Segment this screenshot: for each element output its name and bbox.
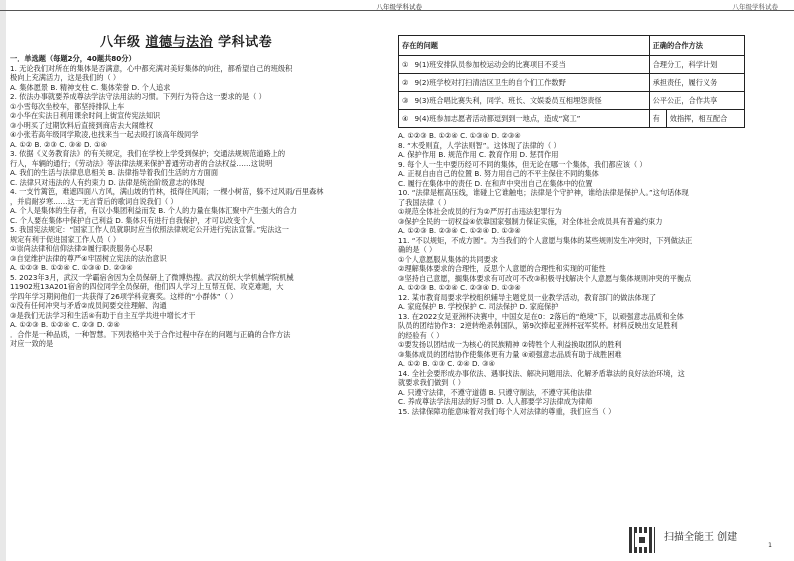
question-line: 11. “不以规矩，不成方圆”。为当我们的个人意愿与集体的某些规则发生冲突时，下列做法正 [398, 235, 693, 245]
question-line: ①规范全体社会成员的行为②严厉打击违法犯罪行为 [398, 207, 562, 216]
question-line: 13. 在2022女足亚洲杯决赛中，中国女足在0：2落后的“绝境”下，以顽强意志品质和全体 [398, 311, 684, 321]
row-problem-cell [399, 56, 650, 74]
question-line: A. 我们的生活与法律息息相关 B. 法律指导着我们生活的方方面面 [10, 168, 219, 177]
row-problem: 9(3)班合唱比赛失利，同学、班长、文娱委员互相埋怨责怪 [414, 95, 602, 105]
row-method: 合理分工，科学计划 [652, 59, 718, 69]
page-number: 1 [768, 542, 772, 549]
question-line: 学四年学习期间他们一共获得了26项学科竞赛奖。这样的“小群体”（ ） [10, 291, 238, 301]
title-subject: 道德与法治 [145, 35, 214, 50]
question-line: A. ①②③ B. ①②④ C. ①③④ D. ②③④ [398, 131, 521, 140]
question-line: A. 集体愿景 B. 精神支柱 C. 集体荣誉 D. 个人追求 [10, 82, 171, 92]
question-line: 8. “木受则直，人学法则智”。这体现了法律的（ ） [398, 140, 561, 150]
question-line: 的经验有（ ） [398, 330, 444, 340]
table-header-row [399, 36, 745, 56]
question-line: 极向上充满活力，这是我们的（ ） [10, 73, 121, 82]
question-line: A. ①②③ B. ①②④ C. ①③④ D. ②③④ [10, 263, 133, 272]
row-problem: 9(2)班学校对打扫清洁区卫生的自个们工作数野 [414, 77, 566, 87]
table-header-problem: 存在的问题 [399, 36, 650, 56]
question-line: 11902班13A201宿舍的四位同学全员保研，他们四人学习上互帮互促、攻克难题，大 [10, 282, 284, 291]
question-line: 14. 全社会要形成办事依法、遇事找法、解决问题用法、化解矛盾靠法的良好法治环境，这 [398, 368, 685, 378]
question-line: 12. 某市教育局要求学校组织辅导主题党员一业教学活动，教育部门的做法体现了 [398, 292, 657, 302]
question-line: C. 履行在集体中的责任 D. 在和声中突出自己在集体中的位置 [398, 178, 593, 188]
table-header-method: 正确的合作方法 [649, 36, 744, 56]
row-method-cell [649, 74, 744, 92]
table-row [399, 74, 745, 92]
row-problem-cell [399, 92, 650, 110]
question-line: C. 养成尊法学法用法的好习惯 D. 人人都要学习法律成为律师 [398, 397, 593, 406]
row-problem-cell [399, 74, 650, 92]
question-line: A. ①②③ B. ①②④ C. ②③ D. ②④ [10, 320, 120, 329]
row-method: 有 [652, 113, 660, 123]
question-line: ③自觉维护法律的尊严④牢固树立宪法的法治意识 [10, 253, 167, 263]
question-line: 1. 无论我们对所在的集体是否满意，心中都充满对美好集体的向往，都希望自己的班级积 [10, 63, 293, 73]
question-line: ③保护全民的一切权益④依靠国家强制力保证实施，对全体社会成员具有普遍约束力 [398, 216, 663, 226]
question-line: A. 保护作用 B. 规范作用 C. 教育作用 D. 惩罚作用 [398, 150, 559, 159]
question-line: A. ①②③ B. ②③④ C. ①②④ D. ①③④ [398, 226, 521, 235]
question-line: ③集体成员的团结协作使集体更有力量 ④顽强意志品质有助于战胜困难 [398, 349, 622, 359]
question-line: ③小明买了过期饮料后直接到商店去大闹维权 [10, 120, 154, 130]
question-line: 了我国法律（ ） [398, 197, 451, 207]
question-line: ②理解集体要求的合理性，反思个人意愿的合理性和实现的可能性 [398, 264, 606, 273]
question-line: 5. 2023年3月，武汉一学霸宿舍因为全员保研上了微博热搜。武汉纺织大学机械学院机械 [10, 272, 294, 282]
question-line: 行人，车辆的通行；《劳动法》等法律法规来保护普通劳动者的合法权益……这说明 [10, 158, 273, 168]
question-line: 规定有利于促进国家工作人员（ ） [10, 234, 121, 244]
row-method-cell [649, 92, 744, 110]
question-line: C. 个人要在集体中保护自己利益 D. 集体只有进行自我保护，才可以改变个人 [10, 215, 255, 225]
question-line: ①个人意愿服从集体的共同要求 [398, 254, 498, 264]
right-question-list [398, 131, 778, 416]
question-line: 4. 一支竹篱笆，难遮四面八方风，满山坡的竹林，抵得住风雨；一棵小树苗，躲不过风雨/百里森林 [10, 187, 324, 196]
question-line: 9. 每个人一生中要历经可不同的集体，但无论在哪一个集体，我们都应该（ ） [398, 159, 647, 169]
question-line: A. ①② B. ①③ C. ②④ D. ③④ [398, 359, 495, 368]
question-line: ．合作是一种品质，一种智慧。下列表格中关于合作过程中存在的问题与正确的合作方法 [10, 329, 291, 339]
question-line: A. ①②③ B. ①②④ C. ②③④ D. ①③④ [398, 283, 521, 292]
row-problem-cell [399, 110, 650, 128]
page-title [100, 35, 272, 51]
question-line: 2. 依法办事就要养成尊法学法守法用法的习惯。下列行为符合这一要求的是（ ） [10, 92, 266, 101]
question-line: A. 只遵守法律，不遵守道德 B. 只遵守制法，不遵守其他法律 [398, 387, 592, 397]
question-line: 3. 依据《义务教育法》的有关规定，我们在学校上学受到保护；交通法规规范道路上的 [10, 149, 286, 158]
question-line: ，并肩耐岁寒……这一无言背后的歌词自说我们（ ） [10, 196, 178, 206]
row-method: 承担责任，履行义务 [652, 77, 718, 87]
left-column [10, 54, 385, 349]
title-prefix: 八年级 [100, 35, 141, 50]
table-row [399, 92, 745, 110]
question-line: 队员的团结协作3：2逆转绝杀韩国队，第9次捧起亚洲杯冠军奖杯。材料反映出女足胜利 [398, 321, 678, 330]
title-suffix: 学科试卷 [218, 35, 273, 50]
question-line: ①要发扬以团结成一为核心的民族精神 ②铸牲个人利益换取团队的胜利 [398, 340, 622, 349]
question-line: ①小雪每次坐校车，都坚持排队上车 [10, 101, 125, 111]
row-problem: 9(1)班安排队员参加校运动会的比赛项目不妥当 [414, 59, 566, 69]
row-number: ② [402, 77, 409, 87]
running-head: 八年级学科试卷 [376, 3, 422, 11]
scan-edge [0, 0, 6, 561]
table-row [399, 110, 745, 128]
running-head-right: 八年级学科试卷 [732, 3, 778, 11]
question-line: 一．单选题（每题2分，40题共80分） [10, 54, 136, 63]
question-line: 就要求我们做到（ ） [398, 378, 465, 387]
right-column [398, 35, 778, 416]
row-method-extra-cell [666, 110, 744, 128]
question-line: 10. “法律是框高压线，谁碰上它谁触电；法律是个守护神，谁给法律是保护人。”这句话体现 [398, 188, 689, 197]
row-problem: 9(4)班参加志愿者活动都逗到到一地点，造成“窝工” [414, 113, 581, 123]
question-line: ①崇尚法律和信仰法律②履行职责服务心尽职 [10, 244, 153, 253]
left-question-list [10, 54, 385, 349]
question-line: A. 家庭保护 B. 学校保护 C. 司法保护 D. 家庭保护 [398, 302, 559, 311]
scanner-watermark: 扫描全能王 创建 [664, 532, 738, 543]
row-method-extra: 效指挥，相互配合 [669, 113, 728, 123]
row-method-cell [649, 56, 744, 74]
question-line: A. ①② B. ②③ C. ③④ D. ①④ [10, 139, 107, 149]
question-line: ③坚持自己意愿，搁集体要求有可改可不改③积极寻找解决个人意愿与集体规则冲突的平衡点 [398, 273, 692, 283]
question-line: C. 法律只对违法的人有约束力 D. 法律是统治阶级意志的体现 [10, 177, 205, 187]
question-line: A. 个人是集体的生存者，有以小集团利益而发 B. 个人的力量在集体汇聚中产生强大的合力 [10, 206, 298, 215]
question-line: 确的是（ ） [398, 245, 437, 254]
row-number: ③ [402, 95, 409, 105]
row-number: ④ [402, 113, 409, 123]
question-line: ②小华在实法日利用课余时间上街宣传宪法知识 [10, 111, 161, 120]
question-line: A. 正视自由自己的位置 B. 努力用自己的不平主保住不同的集体 [398, 169, 599, 178]
question-line: ①没有任何冲突与矛盾②成员间要交往理解、沟通 [10, 301, 167, 310]
cooperation-table [398, 35, 745, 128]
row-method-cell [649, 110, 666, 128]
row-method: 公平公正，合作共享 [652, 95, 718, 105]
question-line: ③是我们无法学习和生活④有助于自主互学共进中增长才干 [10, 310, 196, 320]
question-line: 5. 我国宪法规定：“国家工作人员就职时应当依照法律规定公开进行宪法宣誓。”宪法这一 [10, 225, 289, 234]
question-line: 对应一致的是 [10, 339, 54, 348]
question-line: ④小张若高年级同学欺凌,也找来当一起去殴打该高年级同学 [10, 130, 199, 139]
table-row [399, 56, 745, 74]
qr-code-icon [629, 527, 655, 553]
row-number: ① [402, 59, 409, 69]
question-line: 15. 法律保障功能意味着对我们每个人对法律的尊重，我们应当（ ） [398, 406, 616, 416]
